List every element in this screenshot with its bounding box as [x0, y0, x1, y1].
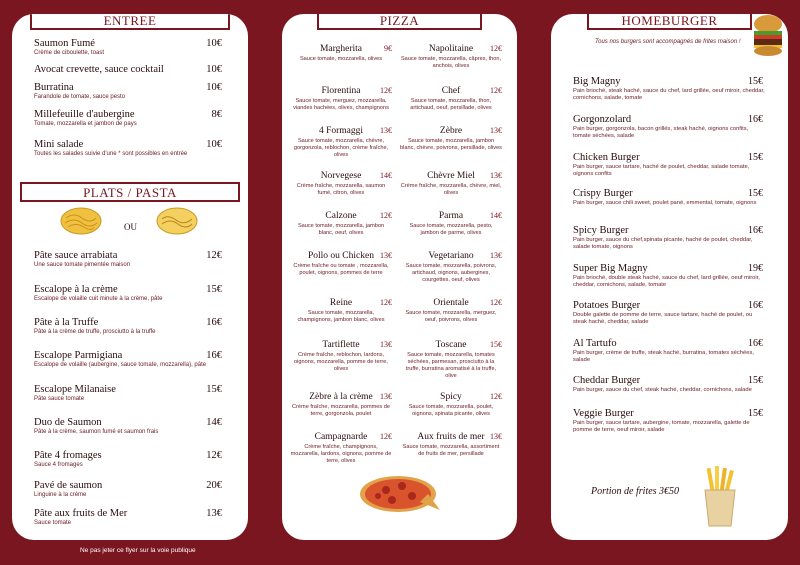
entree-title: ENTREE [30, 14, 230, 30]
pizza-item: Florentina 12€ Sauce tomate, merguez, mozzarella, viandes hachées, olives, champignons [293, 86, 392, 111]
pizza-item: Chèvre Miel 13€ Crème fraîche, mozzarella, chèvre, miel, olives [400, 171, 502, 196]
plat-item: Pavé de saumon 20€ Linguine à la crème [34, 480, 222, 498]
pizza-item: Margherita 9€ Sauce tomate, mozzarella, olives [299, 44, 392, 62]
burger-subtitle: Tous nos burgers sont accompagnés de frites maison ! [595, 39, 741, 45]
pizza-item: Calzone 12€ Sauce tomate, mozzarella, jambon blanc, oeuf, olives [297, 211, 392, 236]
entree-item: Avocat crevette, sauce cocktail 10€ [34, 64, 222, 75]
pizza-title: PIZZA [317, 14, 482, 30]
plats-title: PLATS / PASTA [20, 182, 240, 202]
pasta-image [60, 206, 102, 236]
pizza-item: Parma 14€ Sauce tomate, mozzarella, pesto, jambon de parme, olives [409, 211, 502, 236]
fries-image [701, 466, 739, 528]
burger-item: Crispy Burger 15€ Pain burger, sauce chili sweet, poulet pané, emmental, tomate, oignons [573, 188, 763, 206]
entree-item: Burratina 10€ Farandole de tomate, sauce pesto [34, 82, 222, 100]
plat-item: Duo de Saumon 14€ Pâte à la crème, saumon fumé et saumon frais [34, 417, 222, 435]
burger-item: Al Tartufo 16€ Pain burger, crème de truffe, steak haché, burratina, tomates séchées, salade [573, 338, 763, 363]
pizza-item: Reine 12€ Sauce tomate, mozzarella, champignons, jambon blanc, olives [297, 298, 392, 323]
pizza-item: Zèbre à la crème 13€ Crème fraîche, mozzarella, pommes de terre, gorgonzola, poulet [292, 392, 392, 417]
pasta-image [156, 206, 198, 236]
plat-item: Escalope Parmigiana 16€ Escalope de volaille (aubergine, sauce tomate, mozzarella), pâte [34, 350, 222, 368]
burger-item: Veggie Burger 15€ Pain burger, sauce tartare, aubergine, tomate, mozzarella, galette de pomme de terre, oeuf miroir, salade [573, 408, 763, 433]
plat-item: Pâte aux fruits de Mer 13€ Sauce tomate [34, 508, 222, 526]
pizza-item: Napolitaine 12€ Sauce tomate, mozzarella, câpres, thon, anchois, olives [400, 44, 502, 69]
burger-item: Super Big Magny 19€ Pain brioché, double steak haché, sauce du chef, lard grillée, oeuf miroir, cheddar, cornichons, salade, tomate [573, 263, 763, 288]
pizza-item: Zèbre 13€ Sauce tomate, mozzarella, jambon blanc, chèvre, poivrons, persillade, olives [400, 126, 502, 151]
plat-item: Pâte sauce arrabiata 12€ Une sauce tomate pimentée maison [34, 250, 222, 268]
burger-panel [551, 14, 788, 540]
fries-price: Portion de frites 3€50 [591, 486, 680, 497]
entree-item: Mini salade 10€ Toutes les salades suivie d'une * sont possibles en entrée [34, 139, 222, 157]
entree-item: Saumon Fumé 10€ Crème de ciboulette, toast [34, 38, 222, 56]
burger-item: Potatoes Burger 16€ Double galette de pomme de terre, sauce tartare, haché de poulet, ou steak haché, cheddar, salade [573, 300, 763, 325]
footer-note: Ne pas jeter ce flyer sur la voie publique [80, 547, 196, 554]
pizza-item: Norvegese 14€ Crème fraîche, mozzarella, saumon fumé, citron, olives [296, 171, 392, 196]
burger-item: Gorgonzolard 16€ Pain burger, gorgonzola, bacon grillés, steak haché, oignons confits, tomate séchées, salade [573, 114, 763, 139]
pizza-item: Orientale 12€ Sauce tomate, mozzarella, merguez, oeuf, poivrons, olives [405, 298, 502, 323]
burger-item: Spicy Burger 16€ Pain burger, sauce du chef,spinata picante, haché de poulet, cheddar, salade tomate, oignons [573, 225, 763, 250]
pizza-item: Toscane 15€ Sauce tomate, mozzarella, tomates séchées, parmesan, prosciutto à la truffe, burratina aromatisé à la truffe, olive [405, 340, 502, 379]
burger-item: Big Magny 15€ Pain brioché, steak haché, sauce du chef, lard grillée, oeuf miroir, cheddar, cornichons, salade, tomate [573, 76, 765, 101]
entree-item: Millefeuille d'aubergine 8€ Tomate, mozzarella et jambon de pays [34, 109, 222, 127]
homeburger-title: HOMEBURGER [587, 14, 752, 30]
plat-item: Escalope à la crème 15€ Escalope de volaille cuit minute à la crème, pâte [34, 284, 222, 302]
burger-item: Cheddar Burger 15€ Pain burger, sauce du chef, steak haché, cheddar, cornichons, salade [573, 375, 763, 393]
pizza-item: Campagnarde 12€ Crème fraîche, champignons, mozzarella, lardons, oignons, pomme de terre, olives [290, 432, 392, 464]
burger-item: Chicken Burger 15€ Pain burger, sauce tartare, haché de poulet, cheddar, salade tomate, oignons confits [573, 152, 763, 177]
pizza-image [358, 472, 442, 516]
pizza-item: Pollo ou Chicken 13€ Crème fraîche ou tomate , mozzarella, poulet, oignons, pommes de terre [293, 251, 392, 276]
entree-plats-panel [12, 14, 248, 540]
pizza-item: 4 Formaggi 13€ Sauce tomate, mozzarella, chèvre, gorgonzola, reblochon, crème fraîche, olives [293, 126, 392, 158]
pizza-item: Chef 12€ Sauce tomate, mozzarella, thon, artichaud, oeuf, persillade, olives [410, 86, 502, 111]
pizza-item: Vegetariano 13€ Sauce tomate, mozzarella, poivrons, artichaud, oignons, aubergines, courgettes, oeuf, olives [405, 251, 502, 283]
plat-item: Escalope Milanaise 15€ Pâte sauce tomate [34, 384, 222, 402]
plat-item: Pâte à la Truffe 16€ Pâte à la crème de truffe, prosciutto à la truffe [34, 317, 222, 335]
ou-label: OU [124, 222, 137, 232]
pizza-item: Aux fruits de mer 13€ Sauce tomate, mozzarella, assortiment de fruits de mer, persillade [402, 432, 502, 457]
plat-item: Pâte 4 fromages 12€ Sauce 4 fromages [34, 450, 222, 468]
pizza-item: Spicy 12€ Sauce tomate, mozzarella, poulet, oignons, spinata picante, olives [408, 392, 502, 417]
burger-image [751, 14, 785, 58]
pizza-item: Tartiflette 13€ Crème fraîche, reblochon, lardons, oignons, mozzarella, pomme de terre, olives [294, 340, 392, 372]
pizza-panel [282, 14, 517, 540]
